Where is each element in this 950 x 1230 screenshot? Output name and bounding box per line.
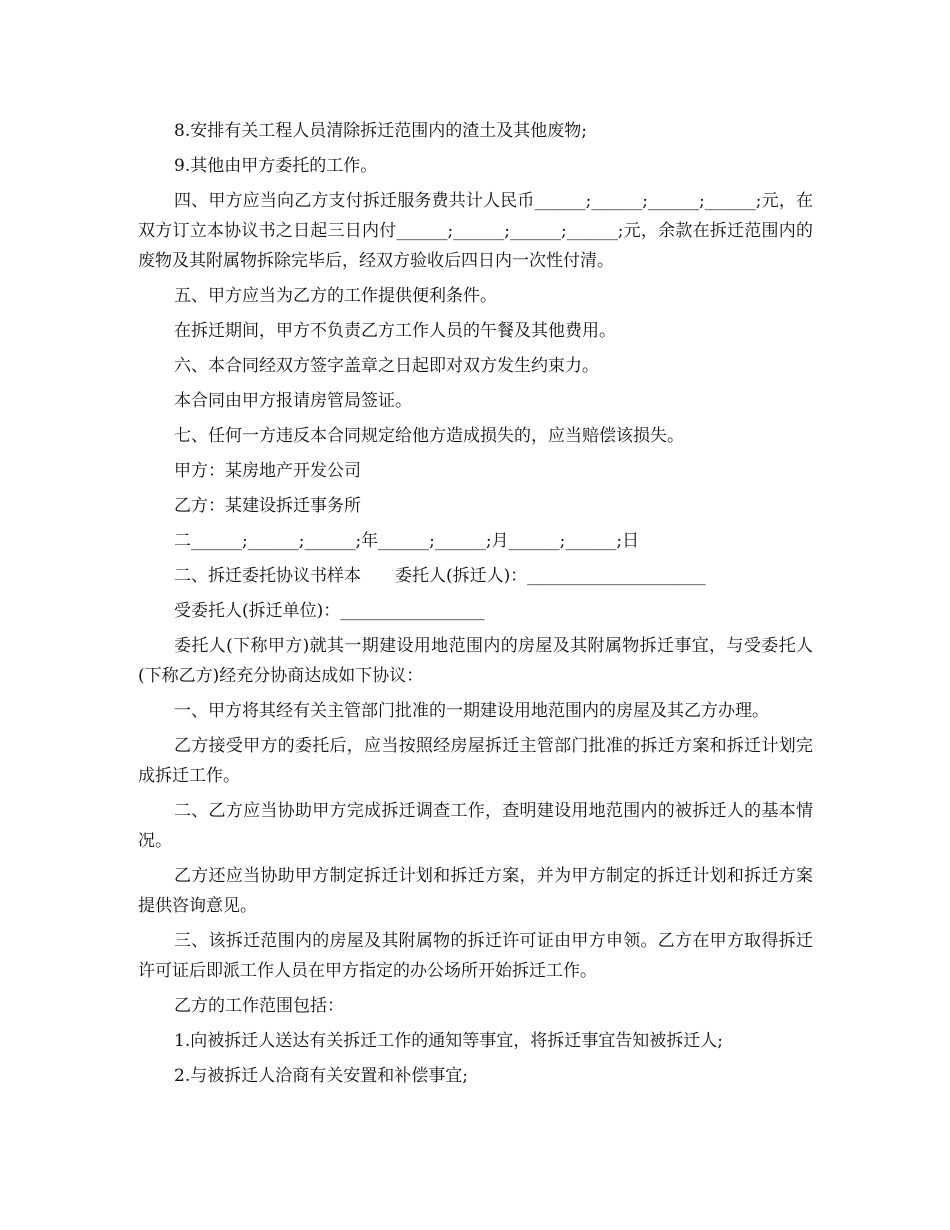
paragraph-plan-assist: 乙方还应当协助甲方制定拆迁计划和拆迁方案，并为甲方制定的拆迁计划和拆迁方案提供咨询意见。 [138, 866, 813, 916]
paragraph-visa: 本合同由甲方报请房管局签证。 [174, 391, 412, 411]
paragraph-item-8: 8.安排有关工程人员清除拆迁范围内的渣土及其他废物; [174, 121, 587, 141]
sample-title-client-line: 二、拆迁委托协议书样本 委托人(拆迁人)：_____________________ [174, 566, 706, 586]
paragraph-scope-item-1: 1.向被拆迁人送达有关拆迁工作的通知等事宜，将拆迁事宜告知被拆迁人; [174, 1031, 723, 1051]
paragraph-acceptance: 乙方接受甲方的委托后，应当按照经房屋拆迁主管部门批准的拆迁方案和拆迁计划完成拆迁工作。 [138, 736, 813, 786]
paragraph-article-1: 一、甲方将其经有关主管部门批准的一期建设用地范围内的房屋及其乙方办理。 [174, 701, 769, 721]
paragraph-scope-heading: 乙方的工作范围包括： [174, 996, 344, 1016]
paragraph-clause-7: 七、任何一方违反本合同规定给他方造成损失的，应当赔偿该损失。 [174, 426, 684, 446]
party-a-line: 甲方：某房地产开发公司 [174, 461, 361, 481]
contractor-line: 受委托人(拆迁单位)：_________________ [174, 601, 485, 621]
paragraph-item-9: 9.其他由甲方委托的工作。 [174, 156, 378, 176]
paragraph-article-2: 二、乙方应当协助甲方完成拆迁调查工作，查明建设用地范围内的被拆迁人的基本情况。 [138, 801, 813, 851]
paragraph-clause-6: 六、本合同经双方签字盖章之日起即对双方发生约束力。 [174, 356, 599, 376]
date-line: 二______;______;______;年______;______;月______;______;日 [174, 531, 640, 551]
paragraph-preamble: 委托人(下称甲方)就其一期建设用地范围内的房屋及其附属物拆迁事宜，与受委托人(下称乙方)经充分协商达成如下协议： [138, 636, 813, 686]
paragraph-meal-expense: 在拆迁期间，甲方不负责乙方工作人员的午餐及其他费用。 [174, 321, 616, 341]
paragraph-scope-item-2: 2.与被拆迁人洽商有关安置和补偿事宜; [174, 1066, 468, 1086]
party-b-line: 乙方：某建设拆迁事务所 [174, 496, 361, 516]
paragraph-article-3: 三、该拆迁范围内的房屋及其附属物的拆迁许可证由甲方申领。乙方在甲方取得拆迁许可证后即派工作人员在甲方指定的办公场所开始拆迁工作。 [138, 931, 813, 981]
paragraph-clause-4-fee: 四、甲方应当向乙方支付拆迁服务费共计人民币______;______;______;______;元，在双方订立本协议书之日起三日内付______;______;______;______;元，余款在拆迁范围内的废物及其附属物拆除完毕后，经双方验收后四日内一次性付清。 [138, 191, 813, 271]
document-body [138, 116, 813, 1096]
paragraph-clause-5: 五、甲方应当为乙方的工作提供便利条件。 [174, 286, 497, 306]
